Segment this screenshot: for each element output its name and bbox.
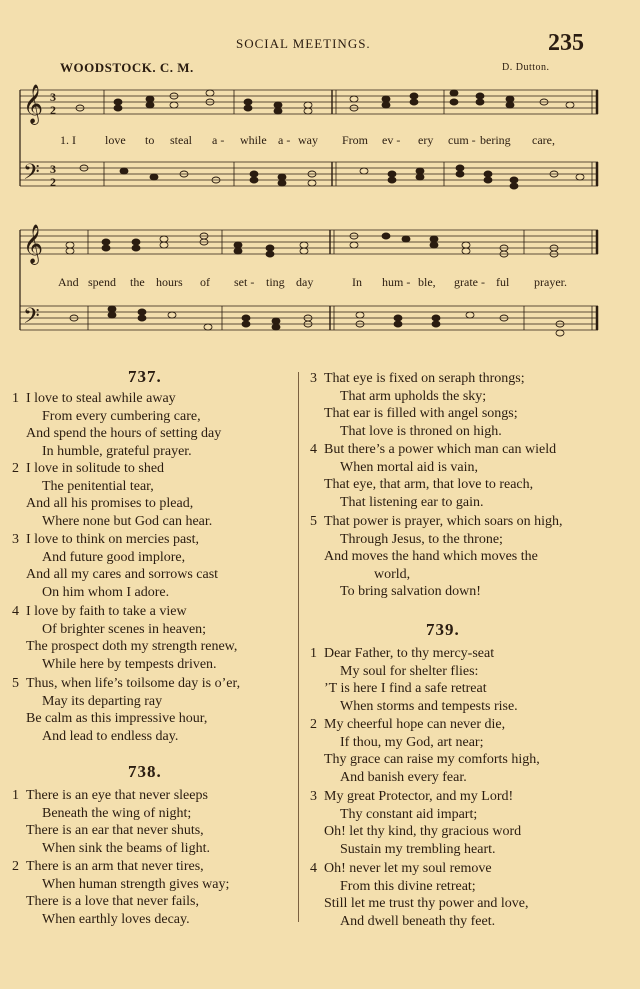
stanza-739-3 — [310, 788, 522, 858]
stanza-739-1 — [310, 645, 518, 715]
hymn-number: 737. — [128, 367, 162, 386]
composer-name: D. Dutton. — [502, 62, 550, 73]
lyric-syllable: the — [130, 275, 145, 289]
verse-line: My soul for shelter flies: — [340, 663, 479, 679]
verse-line: Thy constant aid impart; — [340, 806, 478, 822]
verse-line: That arm upholds the sky; — [340, 388, 487, 404]
lyric-syllable: set - — [234, 275, 255, 289]
stanza-number: 4 — [310, 861, 317, 876]
lyric-syllable: love — [105, 133, 126, 147]
stanza-number: 3 — [12, 532, 19, 547]
verse-line: There is a love that never fails, — [26, 894, 199, 909]
verse-line: When human strength gives way; — [42, 876, 230, 892]
lyric-syllable: care, — [532, 133, 555, 147]
page-number: 235 — [548, 30, 584, 56]
verse-line: That power is prayer, which soars on high, — [324, 514, 563, 529]
stanza-number: 3 — [310, 789, 317, 804]
verse-line: Sustain my trembling heart. — [340, 841, 496, 857]
svg-text:3: 3 — [50, 90, 56, 104]
hymn-number: 738. — [128, 762, 162, 781]
stanza-738-3 — [310, 370, 525, 440]
stanza-number: 5 — [310, 514, 317, 529]
lyric-syllable: bering — [480, 133, 511, 147]
stanza-737-2 — [12, 460, 213, 530]
lyric-syllable: spend — [88, 275, 116, 289]
lyric-syllable: ble, — [418, 275, 436, 289]
verse-line: Dear Father, to thy mercy-seat — [324, 646, 495, 661]
verse-line: That eye is fixed on seraph throngs; — [324, 371, 525, 386]
lyric-syllable: And — [58, 275, 79, 289]
lyric-syllable: prayer. — [534, 275, 567, 289]
verse-line: Be calm as this impressive hour, — [26, 711, 208, 726]
verse-line: May its departing ray — [42, 693, 163, 709]
stanza-737-5 — [12, 675, 241, 745]
verse-line: Thus, when life’s toilsome day is o’er, — [26, 676, 241, 691]
stanza-number: 4 — [12, 604, 19, 619]
lyric-syllable: a - — [278, 133, 291, 147]
stanza-737-3 — [12, 531, 219, 601]
verse-line: In humble, grateful prayer. — [42, 443, 192, 459]
stanza-739-2 — [310, 716, 540, 786]
hymn-number: 739. — [426, 620, 460, 639]
svg-text:𝄞: 𝄞 — [23, 86, 44, 123]
stanza-738-4 — [310, 441, 557, 511]
svg-text:2: 2 — [50, 175, 56, 189]
verse-line: There is an ear that never shuts, — [26, 823, 204, 838]
verse-line: Thy grace can raise my comforts high, — [324, 752, 540, 767]
lyric-syllable: hours — [156, 275, 183, 289]
section-title: SOCIAL MEETINGS. — [236, 36, 371, 51]
verse-line: And dwell beneath thy feet. — [340, 913, 496, 929]
verse-line: And banish every fear. — [340, 769, 467, 785]
verse-line: Still let me trust thy power and love, — [324, 896, 529, 911]
lyric-syllable: day — [296, 275, 314, 289]
lyric-syllable: while — [240, 133, 267, 147]
stanza-number: 3 — [310, 371, 317, 386]
verse-line: And all my cares and sorrows cast — [26, 567, 219, 582]
verse-line: ’T is here I find a safe retreat — [324, 681, 487, 696]
verse-line: Through Jesus, to the throne; — [340, 531, 503, 547]
verse-line: When mortal aid is vain, — [340, 459, 479, 475]
verse-line: And lead to endless day. — [42, 728, 179, 744]
verse-line: From every cumbering care, — [42, 408, 201, 424]
lyric-syllable: hum - — [382, 275, 411, 289]
verse-line: That eye, that arm, that love to reach, — [324, 477, 534, 492]
verse-line: Oh! let thy kind, thy gracious word — [324, 824, 522, 839]
column-divider — [298, 372, 299, 922]
stanza-738-1 — [12, 787, 210, 857]
lyric-syllable: to — [145, 133, 155, 147]
lyric-syllable: ful — [496, 275, 510, 289]
stanza-number: 1 — [12, 391, 19, 406]
stanza-737-1 — [12, 390, 222, 460]
stanza-number: 2 — [310, 717, 317, 732]
verse-line: On him whom I adore. — [42, 584, 170, 600]
verse-line: And moves the hand which moves the — [324, 549, 538, 564]
verse-line: While here by tempests driven. — [42, 656, 217, 672]
lyric-syllable: steal — [170, 133, 192, 147]
svg-text:2: 2 — [50, 103, 56, 117]
lyric-syllable: of — [200, 275, 210, 289]
tune-name: WOODSTOCK. C. M. — [60, 60, 194, 75]
verse-line: When storms and tempests rise. — [340, 698, 518, 714]
verse-line: If thou, my God, art near; — [340, 734, 484, 750]
stanza-number: 1 — [12, 788, 19, 803]
verse-line: When sink the beams of light. — [42, 840, 210, 856]
lyric-syllable: In — [352, 275, 362, 289]
verse-line: Where none but God can hear. — [42, 513, 213, 529]
stanza-739-4 — [310, 860, 529, 930]
lyric-syllable: grate - — [454, 275, 485, 289]
stanza-number: 2 — [12, 461, 19, 476]
svg-text:3: 3 — [50, 162, 56, 176]
stanza-number: 1 — [310, 646, 317, 661]
stanza-number: 2 — [12, 859, 19, 874]
lyric-syllable: 1. I — [60, 133, 76, 147]
verse-line: I love to steal awhile away — [26, 391, 176, 406]
stanza-number: 5 — [12, 676, 19, 691]
verse-line: I love in solitude to shed — [26, 461, 165, 476]
verse-line: Oh! never let my soul remove — [324, 861, 492, 876]
verse-line: Of brighter scenes in heaven; — [42, 621, 207, 637]
lyric-syllable: way — [298, 133, 318, 147]
verse-line: When earthly loves decay. — [42, 911, 190, 927]
verse-line: I love by faith to take a view — [26, 604, 187, 619]
verse-line: And spend the hours of setting day — [26, 426, 222, 441]
verse-line: And all his promises to plead, — [26, 496, 194, 511]
stanza-737-4 — [12, 603, 238, 673]
verse-line: I love to think on mercies past, — [26, 532, 200, 547]
verse-line: That listening ear to gain. — [340, 494, 484, 510]
lyric-syllable: ev - — [382, 133, 401, 147]
verse-line: From this divine retreat; — [340, 878, 476, 894]
stanza-number: 4 — [310, 442, 317, 457]
verse-line: My cheerful hope can never die, — [324, 717, 506, 732]
page-header — [0, 30, 640, 60]
lyric-syllable: From — [342, 133, 369, 147]
verse-line: That ear is filled with angel songs; — [324, 406, 518, 421]
lyric-syllable: ting — [266, 275, 285, 289]
verse-line: That love is throned on high. — [340, 423, 502, 439]
verse-line: world, — [374, 566, 411, 582]
verse-line: The penitential tear, — [42, 478, 154, 494]
verse-line: My great Protector, and my Lord! — [324, 789, 514, 804]
lyric-syllable: ery — [418, 133, 434, 147]
verse-line: There is an eye that never sleeps — [26, 788, 208, 803]
svg-text:𝄢: 𝄢 — [23, 304, 40, 333]
lyric-syllable: a - — [212, 133, 225, 147]
verse-line: Beneath the wing of night; — [42, 805, 192, 821]
verse-line: And future good implore, — [42, 549, 186, 565]
svg-text:𝄞: 𝄞 — [23, 226, 44, 263]
verse-line: There is an arm that never tires, — [26, 859, 204, 874]
svg-text:𝄢: 𝄢 — [23, 160, 40, 189]
stanza-738-5 — [310, 513, 563, 601]
lyric-syllable: cum - — [448, 133, 476, 147]
verse-line: The prospect doth my strength renew, — [26, 639, 238, 654]
stanza-738-2 — [12, 858, 230, 928]
verse-line: To bring salvation down! — [340, 584, 481, 599]
verse-line: But there’s a power which man can wield — [324, 442, 557, 457]
